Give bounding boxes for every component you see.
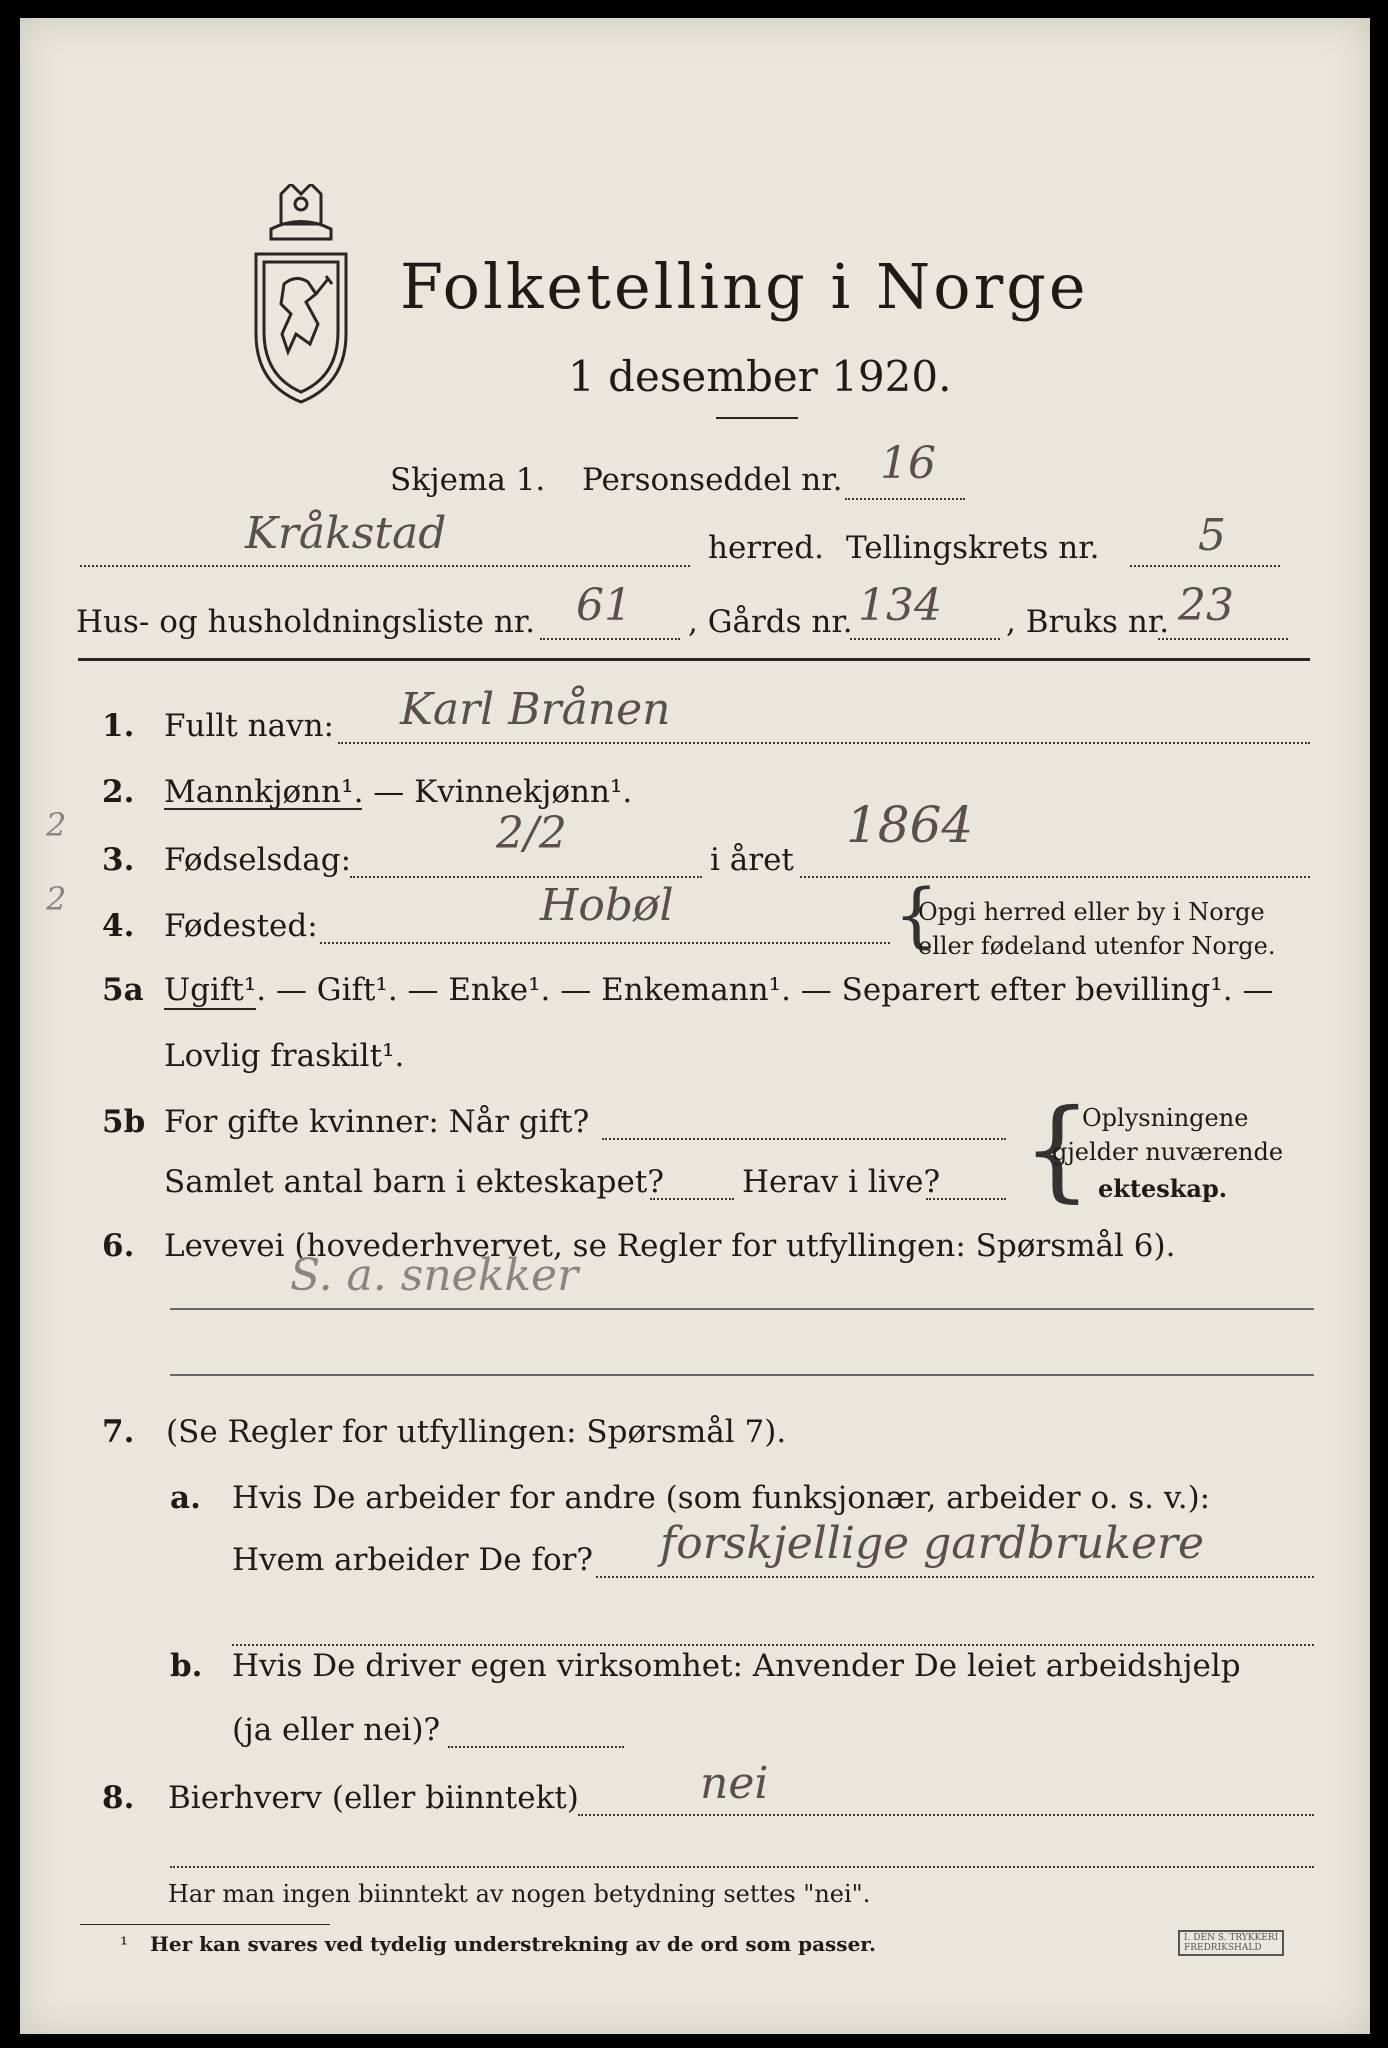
employer-field[interactable]: forskjellige gardbrukere: [660, 1518, 1205, 1569]
tellingskrets-label: Tellingskrets nr.: [846, 530, 1100, 566]
q3-label: Fødselsdag:: [164, 842, 352, 878]
schema-label: Skjema 1.: [390, 462, 546, 498]
full-name-field[interactable]: Karl Brånen: [400, 684, 671, 735]
margin-mark-q3: 2: [46, 806, 67, 844]
herred-field[interactable]: Kråkstad: [245, 508, 447, 559]
form-title: Folketelling i Norge: [400, 250, 1089, 323]
census-form-page: [20, 18, 1370, 2034]
q5b-line1: For gifte kvinner: Når gift?: [164, 1104, 590, 1140]
q7b-number: b.: [170, 1648, 203, 1684]
q7-label: (Se Regler for utfyllingen: Spørsmål 7).: [166, 1414, 787, 1450]
year-label: i året: [710, 842, 794, 878]
husliste-field[interactable]: 61: [576, 580, 632, 631]
q7b-line2: (ja eller nei)?: [232, 1712, 441, 1748]
bruks-label: , Bruks nr.: [1006, 604, 1170, 640]
title-rule: [716, 417, 798, 419]
personseddel-label: Personseddel nr.: [582, 462, 843, 498]
personseddel-number-field[interactable]: 16: [880, 438, 936, 489]
birth-year-field[interactable]: 1864: [846, 796, 974, 854]
q8-label: Bierhverv (eller biinntekt): [168, 1780, 579, 1816]
census-date: 1 desember 1920.: [568, 352, 952, 401]
mannkjonn-underline: [164, 808, 362, 810]
q5b-note-3: ekteskap.: [1098, 1174, 1228, 1203]
q6-label: Levevei (hovederhvervet, se Regler for utfyllingen: Spørsmål 6).: [164, 1228, 1176, 1264]
q1-number: 1.: [102, 708, 135, 744]
q4-number: 4.: [102, 908, 135, 944]
q4-label: Fødested:: [164, 908, 318, 944]
q5b-note-1: Oplysningene: [1082, 1104, 1249, 1132]
q7a-line1: Hvis De arbeider for andre (som funksjonær, arbeider o. s. v.):: [232, 1480, 1211, 1516]
ugift-underline: [164, 1008, 256, 1010]
footnote-mark: ¹: [120, 1932, 129, 1956]
q2-number: 2.: [102, 774, 135, 810]
q6-number: 6.: [102, 1228, 135, 1264]
q7a-line2: Hvem arbeider De for?: [232, 1542, 594, 1578]
q7b-line1: Hvis De driver egen virksomhet: Anvender De leiet arbeidshjelp: [232, 1648, 1241, 1684]
marital-status-options-2[interactable]: Lovlig fraskilt¹.: [164, 1038, 405, 1074]
printer-stamp-line2: FREDRIKSHALD: [1184, 1943, 1262, 1953]
husliste-label: Hus- og husholdningsliste nr.: [76, 604, 536, 640]
bruks-field[interactable]: 23: [1178, 580, 1234, 631]
birthplace-field[interactable]: Hobøl: [540, 880, 674, 931]
printer-stamp: [1178, 1930, 1284, 1956]
gender-options[interactable]: Mannkjønn¹. — Kvinnekjønn¹.: [164, 774, 633, 810]
q7a-number: a.: [170, 1480, 201, 1516]
printer-stamp-line1: I. DEN S. TRYKKERI: [1184, 1933, 1279, 1943]
marital-status-options[interactable]: Ugift¹. — Gift¹. — Enke¹. — Enkemann¹. — Separert efter bevilling¹. —: [164, 972, 1274, 1008]
margin-mark-q4: 2: [46, 880, 67, 918]
q5b-alive-label: Herav i live?: [742, 1164, 941, 1200]
occupation-field[interactable]: S. a. snekker: [290, 1250, 579, 1301]
footnote-text: Her kan svares ved tydelig understrekning av de ord som passer.: [150, 1932, 876, 1956]
birthplace-note-1: Opgi herred eller by i Norge: [918, 898, 1265, 926]
q1-label: Fullt navn:: [164, 708, 334, 744]
secondary-income-field[interactable]: nei: [700, 1758, 769, 1809]
brace: {: [894, 874, 939, 956]
gards-label: , Gårds nr.: [688, 604, 853, 640]
norwegian-coat-of-arms-icon: [236, 184, 366, 404]
q7-number: 7.: [102, 1414, 135, 1450]
birthplace-note-2: eller fødeland utenfor Norge.: [918, 932, 1276, 960]
tellingskrets-field[interactable]: 5: [1198, 510, 1226, 561]
q5b-number: 5b: [102, 1104, 146, 1140]
q5b-note-2: gjelder nuværende: [1052, 1138, 1284, 1166]
q5b-children-label: Samlet antal barn i ekteskapet?: [164, 1164, 664, 1200]
brace-5b: {: [1022, 1085, 1092, 1213]
q8-number: 8.: [102, 1780, 135, 1816]
q3-number: 3.: [102, 842, 135, 878]
q5a-number: 5a: [102, 972, 144, 1008]
herred-label: herred.: [708, 530, 824, 566]
income-note: Har man ingen biinntekt av nogen betydning settes "nei".: [168, 1880, 871, 1908]
section-divider: [78, 658, 1310, 661]
birth-day-field[interactable]: 2/2: [496, 808, 567, 859]
gards-field[interactable]: 134: [858, 580, 942, 631]
